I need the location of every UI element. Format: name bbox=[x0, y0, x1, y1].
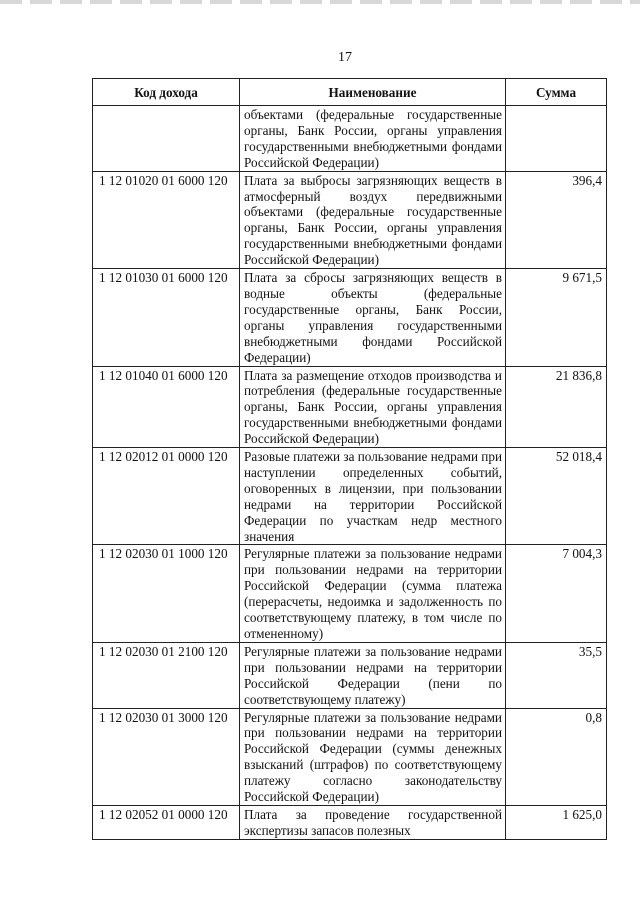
row-amount bbox=[506, 106, 607, 172]
scan-edge bbox=[0, 0, 640, 4]
table-row bbox=[93, 448, 607, 545]
header-amount: Сумма bbox=[506, 79, 607, 106]
row-amount: 21 836,8 bbox=[506, 366, 607, 448]
table-row bbox=[93, 545, 607, 642]
row-name: Регулярные платежи за пользование недрами при пользовании недрами на территории Российской Федерации (сумма платежа (перерасчеты, недоимка и задолженность по соответствующему платежу, в том числе по отмененному) bbox=[240, 545, 506, 642]
row-amount: 52 018,4 bbox=[506, 448, 607, 545]
row-code: 1 12 02030 01 2100 120 bbox=[93, 642, 240, 708]
table-row bbox=[93, 106, 607, 172]
row-amount: 35,5 bbox=[506, 642, 607, 708]
row-code: 1 12 02012 01 0000 120 bbox=[93, 448, 240, 545]
revenue-table bbox=[92, 78, 607, 840]
table-header-row bbox=[93, 79, 607, 106]
row-name: Плата за размещение отходов производства и потребления (федеральные государственные органы, Банк России, органы управления государственными внебюджетными фондами Российской Федерации) bbox=[240, 366, 506, 448]
page-number: 17 bbox=[338, 50, 352, 65]
table-row bbox=[93, 708, 607, 805]
row-amount: 0,8 bbox=[506, 708, 607, 805]
row-code: 1 12 01040 01 6000 120 bbox=[93, 366, 240, 448]
table-row bbox=[93, 366, 607, 448]
row-code bbox=[93, 106, 240, 172]
row-name: Регулярные платежи за пользование недрами при пользовании недрами на территории Российской Федерации (пени по соответствующему платежу) bbox=[240, 642, 506, 708]
row-code: 1 12 01030 01 6000 120 bbox=[93, 269, 240, 366]
header-code: Код дохода bbox=[93, 79, 240, 106]
row-name: Регулярные платежи за пользование недрами при пользовании недрами на территории Российской Федерации (суммы денежных взысканий (штрафов) по соответствующему платежу согласно законодательству Российской Федерации) bbox=[240, 708, 506, 805]
row-name: Плата за сбросы загрязняющих веществ в водные объекты (федеральные государственные органы, Банк России, органы управления государственными внебюджетными фондами Российской Федерации) bbox=[240, 269, 506, 366]
table-row bbox=[93, 642, 607, 708]
row-name bbox=[240, 805, 506, 839]
row-code: 1 12 02052 01 0000 120 bbox=[93, 805, 240, 839]
row-code: 1 12 02030 01 3000 120 bbox=[93, 708, 240, 805]
row-name: Плата за выбросы загрязняющих веществ в атмосферный воздух передвижными объектами (федеральные государственные органы, Банк России, органы управления государственными внебюджетными фондами Российской Федерации) bbox=[240, 171, 506, 268]
table-row bbox=[93, 171, 607, 268]
row-name: Разовые платежи за пользование недрами при наступлении определенных событий, оговоренных в лицензии, при пользовании недрами на территории Российской Федерации по участкам недр местного значения bbox=[240, 448, 506, 545]
header-name: Наименование bbox=[240, 79, 506, 106]
table-row bbox=[93, 269, 607, 366]
row-amount: 7 004,3 bbox=[506, 545, 607, 642]
row-amount: 9 671,5 bbox=[506, 269, 607, 366]
row-code: 1 12 02030 01 1000 120 bbox=[93, 545, 240, 642]
row-name-text: Плата за проведение государственной экспертизы запасов полезных bbox=[244, 806, 502, 838]
row-name: объектами (федеральные государственные органы, Банк России, органы управления государственными внебюджетными фондами Российской Федерации) bbox=[240, 106, 506, 172]
row-amount: 396,4 bbox=[506, 171, 607, 268]
table-row bbox=[93, 805, 607, 839]
row-amount: 1 625,0 bbox=[506, 805, 607, 839]
row-code: 1 12 01020 01 6000 120 bbox=[93, 171, 240, 268]
